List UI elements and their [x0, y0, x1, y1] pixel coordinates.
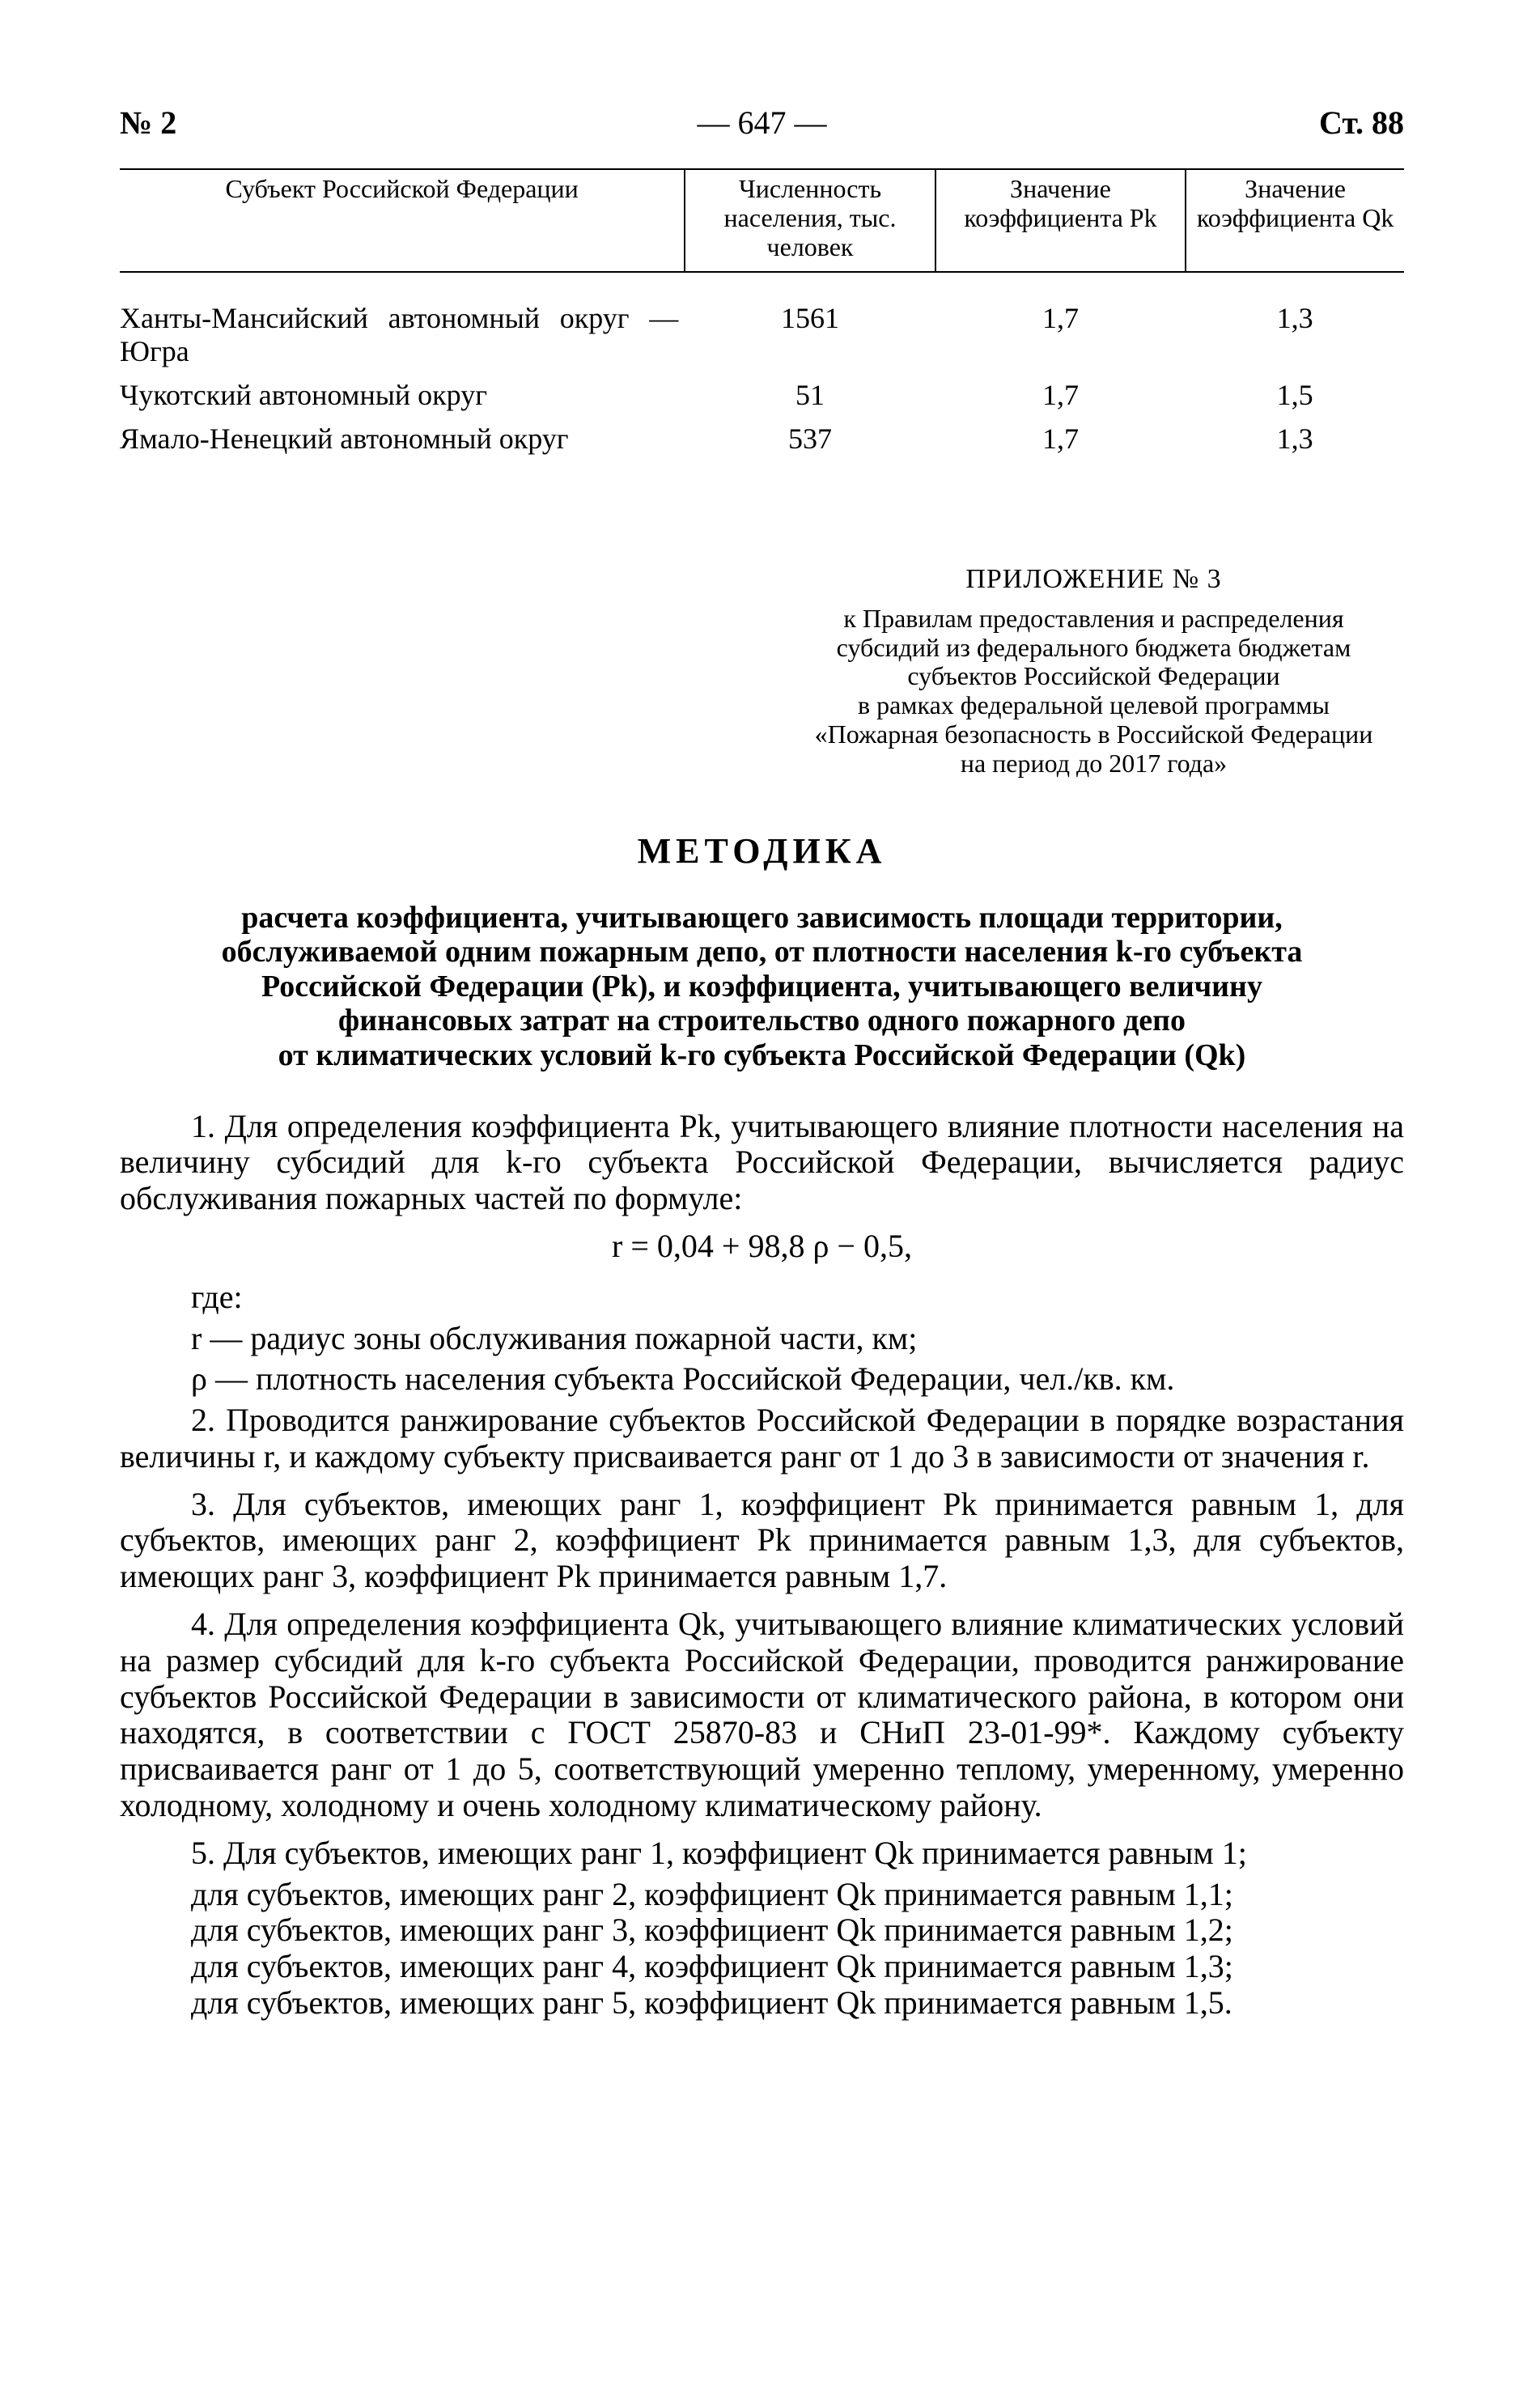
appendix-block — [783, 564, 1404, 779]
population-cell: 537 — [788, 422, 832, 456]
appendix-line: субсидий из федерального бюджета бюджетам — [836, 632, 1351, 662]
formula: r = 0,04 + 98,8 ρ − 0,5, — [612, 1227, 912, 1264]
table-row — [120, 422, 1404, 466]
appendix-line: к Правилам предоставления и распределения — [843, 603, 1344, 633]
paragraph-5-line: 5. Для субъектов, имеющих ранг 1, коэффициент Qk принимается равным 1; — [191, 1834, 1247, 1871]
issue-number: № 2 — [120, 104, 177, 141]
paragraph-5-list — [191, 1877, 1404, 2022]
paragraph-5-line: для субъектов, имеющих ранг 3, коэффициент Qk принимается равным 1,2; — [191, 1912, 1233, 1949]
page-number: — 647 — — [697, 104, 827, 141]
appendix-line: «Пожарная безопасность в Российской Федерации — [814, 719, 1373, 749]
where-label: где: — [191, 1278, 243, 1315]
article-number: Ст. 88 — [1319, 104, 1404, 141]
page-header — [120, 104, 1404, 152]
subject-name: Ямало-Ненецкий автономный округ — [120, 422, 569, 456]
qk-cell: 1,3 — [1276, 422, 1313, 456]
document-body — [120, 1109, 1404, 2022]
population-cell: 1561 — [781, 302, 839, 335]
paragraph-5-line: для субъектов, имеющих ранг 5, коэффициент Qk принимается равным 1,5. — [191, 1984, 1232, 2022]
column-header: Субъект Российской Федерации — [120, 169, 685, 272]
column-header: Численность населения, тыс. человек — [685, 169, 935, 272]
subtitle-line: обслуживаемой одним пожарным депо, от плотности населения k-го субъекта — [221, 935, 1303, 970]
pk-cell: 1,7 — [1042, 379, 1079, 412]
paragraph-2: 2. Проводится ранжирование субъектов Российской Федерации в порядке возрастания величины r, и каждому субъекту присваивается ранг от 1 до 3 в зависимости от значения r. — [120, 1402, 1404, 1475]
document-subtitle — [120, 901, 1404, 1073]
population-cell: 51 — [795, 379, 825, 412]
table-row — [120, 272, 1404, 379]
subject-name: Ханты-Мансийский автономный округ — Югра — [120, 302, 679, 367]
subtitle-line: расчета коэффициента, учитывающего зависимость площади территории, — [241, 900, 1283, 935]
paragraph-3: 3. Для субъектов, имеющих ранг 1, коэффициент Pk принимается равным 1, для субъектов, имеющих ранг 2, коэффициент Pk принимается равным 1,3, для субъектов, имеющих ранг 3, коэффициент Pk принимается равным 1,7. — [120, 1485, 1404, 1595]
pk-cell: 1,7 — [1042, 422, 1079, 456]
definition-r: r — радиус зоны обслуживания пожарной части, км; — [191, 1319, 918, 1356]
qk-cell: 1,5 — [1276, 379, 1313, 412]
paragraph-5-line: для субъектов, имеющих ранг 2, коэффициент Qk принимается равным 1,1; — [191, 1875, 1233, 1912]
qk-cell: 1,3 — [1276, 302, 1313, 335]
table-row — [120, 379, 1404, 422]
definition-rho: ρ — плотность населения субъекта Российской Федерации, чел./кв. км. — [191, 1360, 1175, 1398]
paragraph-4: 4. Для определения коэффициента Qk, учитывающего влияние климатических условий на размер субсидий для k-го субъекта Российской Федерации, проводится ранжирование субъектов Российской Федерации в зависимости от климатического района, в котором они находятся, в соответствии с ГОСТ 25870-83 и СНиП 23-01-99*. Каждому субъекту присваивается ранг от 1 до 5, соответствующий умеренно теплому, умеренному, умеренно холодному, холодному и очень холодному климатическому району. — [120, 1606, 1404, 1824]
column-header: Значение коэффициента Pk — [935, 169, 1186, 272]
paragraph-5-line: для субъектов, имеющих ранг 4, коэффициент Qk принимается равным 1,3; — [191, 1948, 1233, 1985]
appendix-line: субъектов Российской Федерации — [907, 661, 1280, 691]
pk-cell: 1,7 — [1042, 302, 1079, 335]
paragraph-1: 1. Для определения коэффициента Pk, учитывающего влияние плотности населения на величину субсидий для k-го субъекта Российской Федерации, вычисляется радиус обслуживания пожарных частей по формуле: — [120, 1107, 1404, 1217]
appendix-title: ПРИЛОЖЕНИЕ № 3 — [965, 563, 1222, 594]
subjects-table — [120, 168, 1404, 467]
subject-name: Чукотский автономный округ — [120, 379, 487, 412]
subtitle-line: финансовых затрат на строительство одного пожарного депо — [337, 1004, 1186, 1038]
column-header: Значение коэффициента Qk — [1186, 169, 1404, 272]
document-title: МЕТОДИКА — [637, 830, 887, 871]
appendix-line: в рамках федеральной целевой программы — [857, 690, 1330, 720]
document-page — [120, 104, 1404, 2022]
subtitle-line: от климатических условий k-го субъекта Российской Федерации (Qk) — [278, 1037, 1246, 1072]
subtitle-line: Российской Федерации (Pk), и коэффициента, учитывающего величину — [261, 969, 1262, 1004]
table-header-row — [120, 169, 1404, 272]
appendix-line: на период до 2017 года» — [960, 748, 1228, 778]
